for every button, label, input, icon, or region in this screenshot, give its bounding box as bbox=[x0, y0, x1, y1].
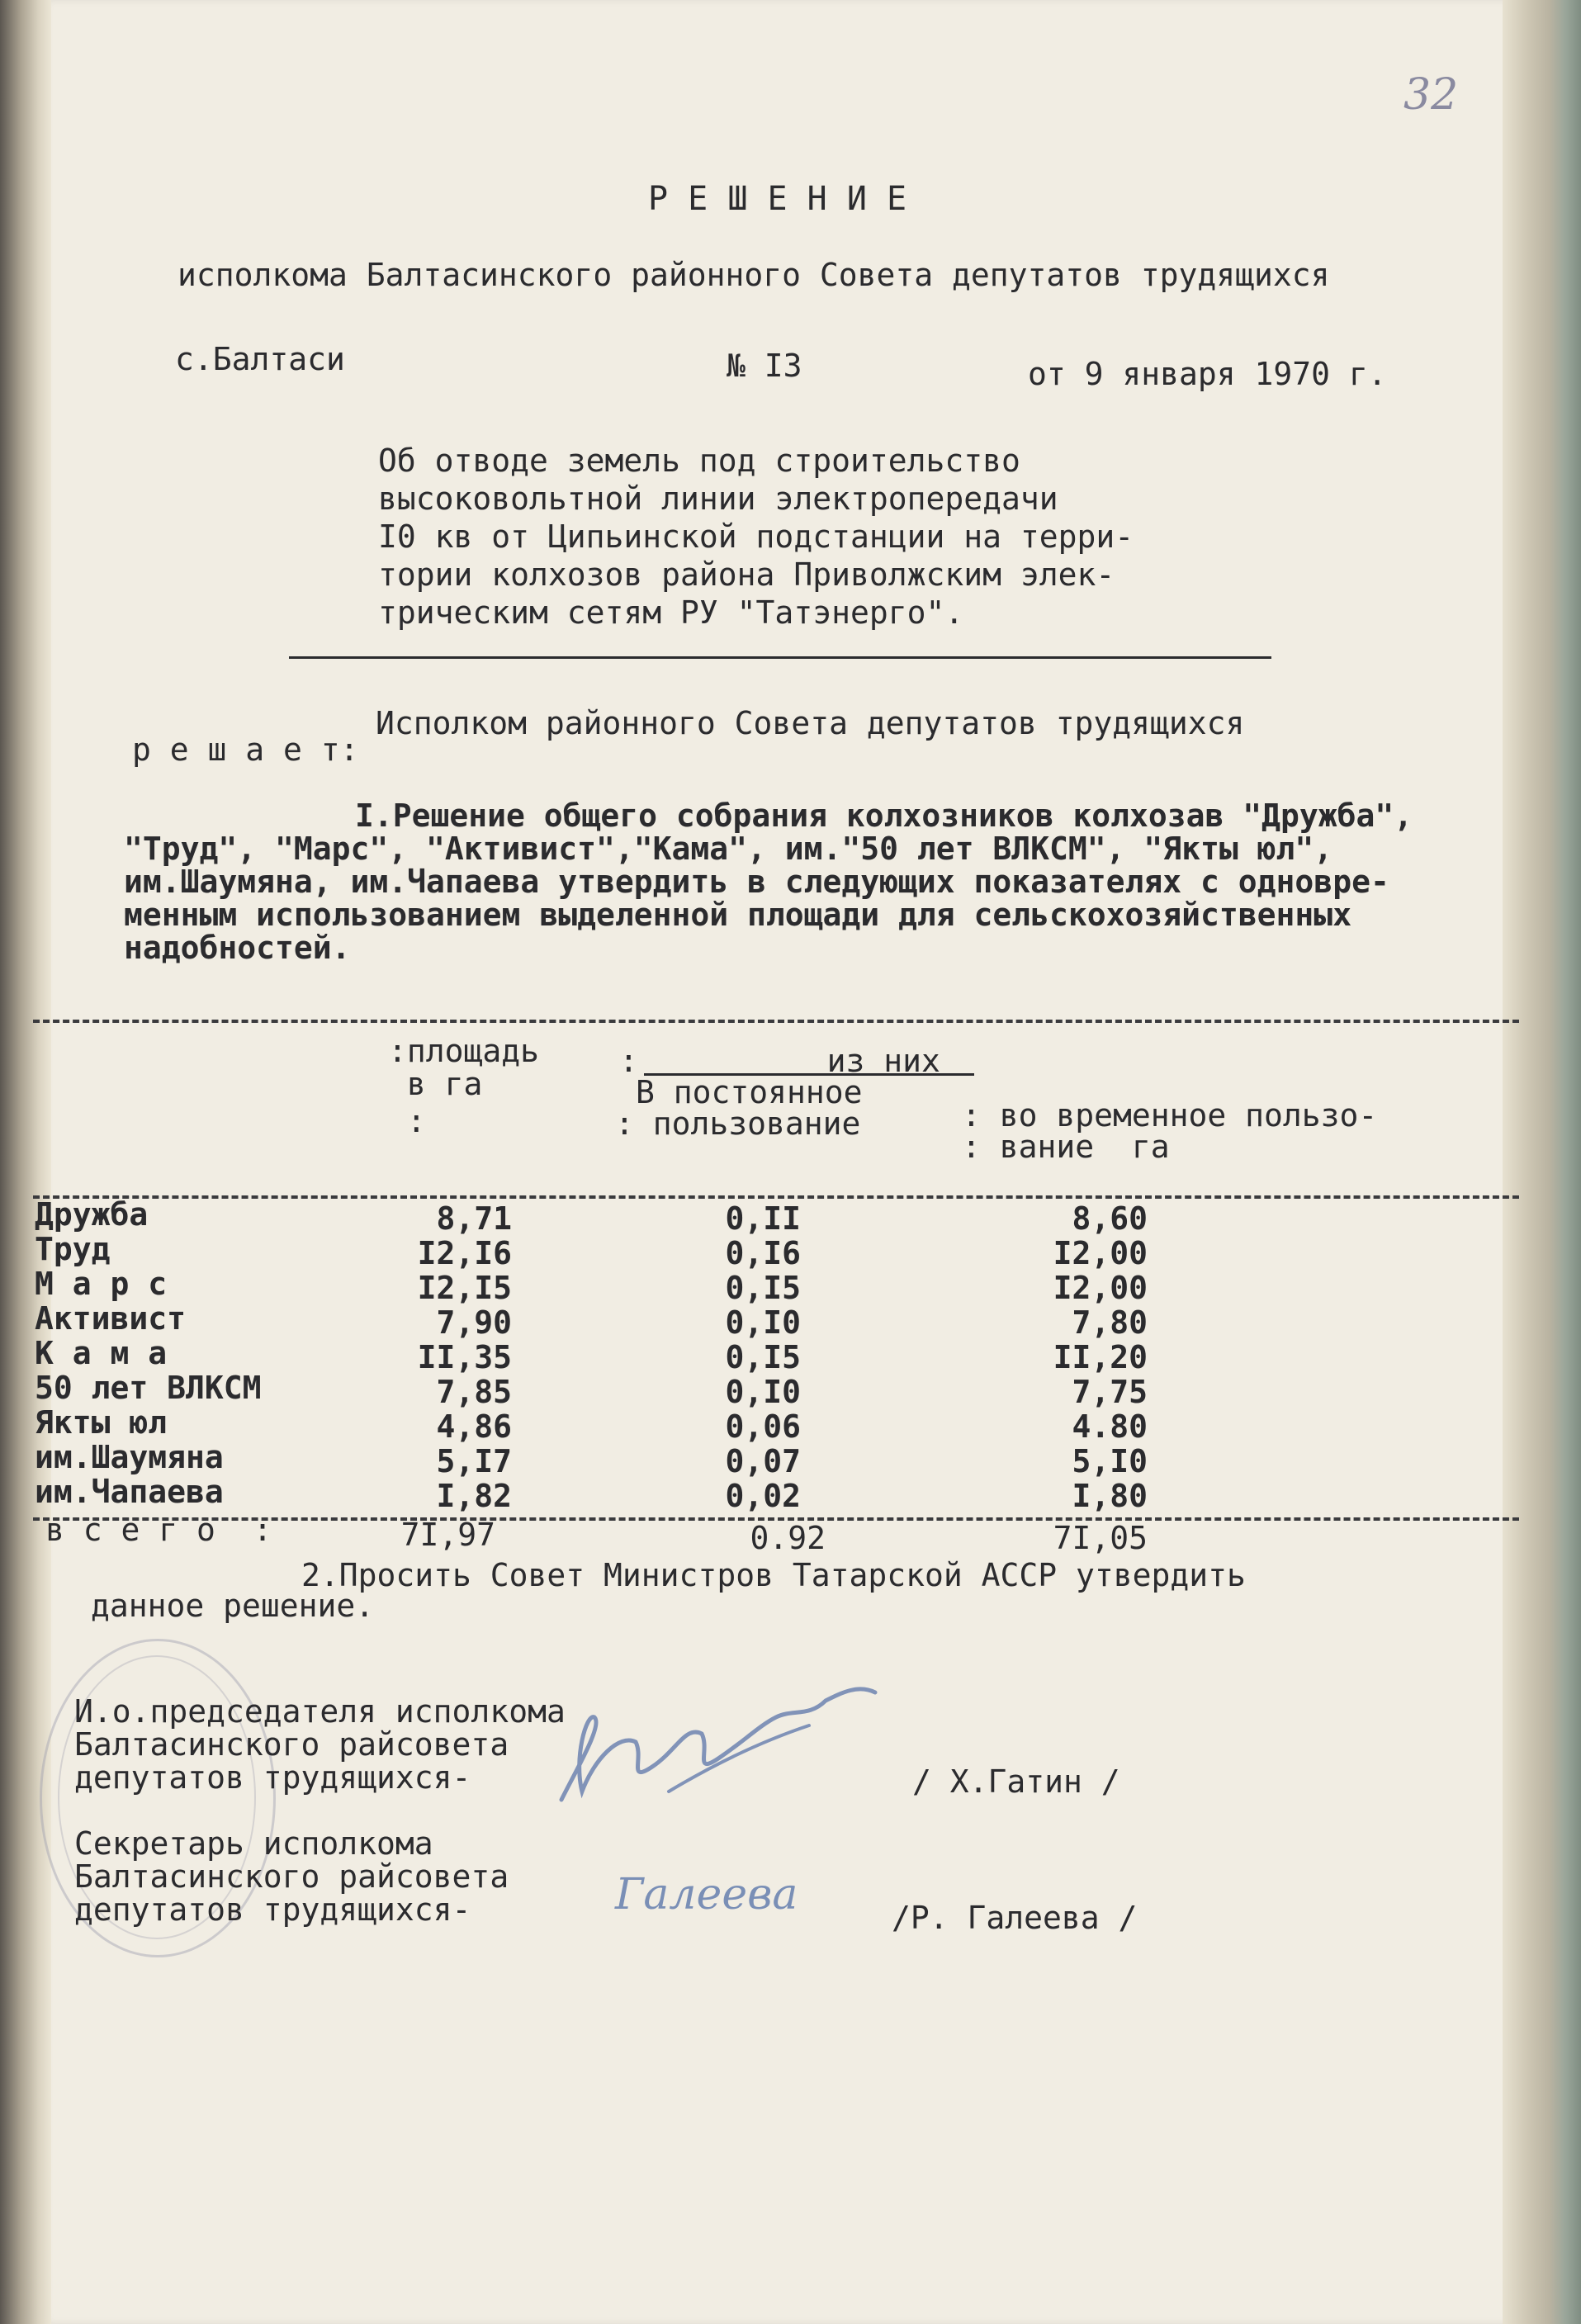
row-perm: 0,02 bbox=[725, 1478, 801, 1514]
place: с.Балтаси bbox=[175, 341, 345, 377]
row-perm: 0,I5 bbox=[725, 1270, 801, 1306]
item1-line: "Труд", "Марс", "Активист","Кама", им."50 лет ВЛКСМ", "Якты юл", bbox=[124, 831, 1333, 867]
signer2-name: /Р. Галеева / bbox=[892, 1900, 1138, 1936]
row-name: М а р с bbox=[35, 1266, 168, 1302]
document-subtitle: исполкома Балтасинского районного Совета депутатов трудящихся bbox=[178, 257, 1330, 293]
col-area-header: : bbox=[388, 1103, 426, 1139]
signer1-line: Балтасинского райсовета bbox=[74, 1726, 509, 1763]
total-perm: 0.92 bbox=[750, 1520, 826, 1556]
row-perm: 0,06 bbox=[725, 1408, 801, 1445]
total-label: в с е г о : bbox=[45, 1512, 272, 1548]
row-name: Дружба bbox=[35, 1196, 149, 1233]
item1-line: им.Шаумяна, им.Чапаева утвердить в следующих показателях с одновре- bbox=[124, 864, 1389, 900]
signature-gatin bbox=[545, 1668, 916, 1833]
document-title: Р Е Ш Е Н И Е bbox=[648, 180, 907, 218]
page-number: 32 bbox=[1403, 70, 1459, 120]
row-perm: 0,07 bbox=[725, 1443, 801, 1479]
row-area: I2,I6 bbox=[417, 1235, 512, 1271]
row-name: им.Чапаева bbox=[35, 1474, 224, 1510]
row-temp: II,20 bbox=[1053, 1339, 1148, 1375]
folder-edge bbox=[1503, 0, 1581, 2324]
col-perm-header: В постоянное bbox=[636, 1074, 863, 1110]
table-top-rule bbox=[33, 1020, 1519, 1023]
subject-line: трическим сетям РУ "Татэнерго". bbox=[378, 594, 964, 631]
row-area: 4,86 bbox=[436, 1408, 512, 1445]
col-group-header: : из них bbox=[619, 1043, 940, 1079]
signer2-line: Секретарь исполкома bbox=[74, 1825, 433, 1862]
row-temp: 5,I0 bbox=[1072, 1443, 1148, 1479]
binder-edge bbox=[0, 0, 51, 2324]
item1-line: I.Решение общего собрания колхозников колхозав "Дружба", bbox=[355, 798, 1413, 834]
row-name: Якты юл bbox=[35, 1404, 168, 1441]
row-temp: I2,00 bbox=[1053, 1270, 1148, 1306]
subject-underline bbox=[289, 656, 1271, 659]
row-perm: 0,I0 bbox=[725, 1304, 801, 1341]
intro-text: Исполком районного Совета депутатов трудящихся bbox=[376, 705, 1245, 741]
subject-line: тории колхозов района Приволжским элек- bbox=[378, 556, 1115, 593]
row-name: им.Шаумяна bbox=[35, 1439, 224, 1475]
subject-line: I0 кв от Ципьинской подстанции на терри- bbox=[378, 518, 1134, 555]
row-area: 8,71 bbox=[436, 1200, 512, 1237]
col-area-header: :площадь bbox=[388, 1033, 540, 1069]
row-temp: 7,80 bbox=[1072, 1304, 1148, 1341]
resolve-word: р е ш а е т: bbox=[132, 731, 359, 768]
row-area: II,35 bbox=[417, 1339, 512, 1375]
row-perm: 0,II bbox=[725, 1200, 801, 1237]
signer2-line: депутатов трудящихся- bbox=[74, 1891, 471, 1928]
row-area: I2,I5 bbox=[417, 1270, 512, 1306]
item2-line: 2.Просить Совет Министров Татарской АССР утвердить bbox=[301, 1557, 1246, 1593]
row-name: Труд bbox=[35, 1231, 111, 1267]
signer1-line: И.о.председателя исполкома bbox=[74, 1693, 566, 1730]
total-temp: 7I,05 bbox=[1053, 1520, 1148, 1556]
signer2-line: Балтасинского райсовета bbox=[74, 1858, 509, 1895]
col-area-header: в га bbox=[388, 1066, 483, 1102]
col-perm-header: : пользование bbox=[615, 1105, 861, 1142]
subject-line: Об отводе земель под строительство bbox=[378, 443, 1020, 479]
row-name: Активист bbox=[35, 1300, 187, 1337]
col-temp-header: : вание га bbox=[962, 1129, 1170, 1165]
row-perm: 0,I5 bbox=[725, 1339, 801, 1375]
row-area: 7,90 bbox=[436, 1304, 512, 1341]
row-area: I,82 bbox=[436, 1478, 512, 1514]
subject-line: высоковольтной линии электропередачи bbox=[378, 480, 1058, 517]
signature-galeeva: Галеева bbox=[615, 1870, 798, 1919]
item1-line: надобностей. bbox=[124, 930, 351, 966]
decision-number: № I3 bbox=[727, 348, 802, 384]
signer1-name: / Х.Гатин / bbox=[912, 1763, 1120, 1800]
row-perm: 0,I0 bbox=[725, 1374, 801, 1410]
row-name: 50 лет ВЛКСМ bbox=[35, 1370, 262, 1406]
row-area: 7,85 bbox=[436, 1374, 512, 1410]
item1-line: менным использованием выделенной площади для сельскохозяйственных bbox=[124, 897, 1352, 933]
col-temp-header: : во временное пользо- bbox=[962, 1097, 1378, 1134]
row-name: К а м а bbox=[35, 1335, 168, 1371]
signer1-line: депутатов трудящихся- bbox=[74, 1759, 471, 1796]
row-area: 5,I7 bbox=[436, 1443, 512, 1479]
item2-line: данное решение. bbox=[91, 1588, 375, 1624]
decision-date: от 9 января 1970 г. bbox=[1028, 356, 1387, 392]
row-temp: 4.80 bbox=[1072, 1408, 1148, 1445]
row-perm: 0,I6 bbox=[725, 1235, 801, 1271]
row-temp: I,80 bbox=[1072, 1478, 1148, 1514]
row-temp: 8,60 bbox=[1072, 1200, 1148, 1237]
row-temp: 7,75 bbox=[1072, 1374, 1148, 1410]
row-temp: I2,00 bbox=[1053, 1235, 1148, 1271]
total-area: 7I,97 bbox=[400, 1517, 495, 1553]
table-header-rule bbox=[33, 1195, 1519, 1199]
